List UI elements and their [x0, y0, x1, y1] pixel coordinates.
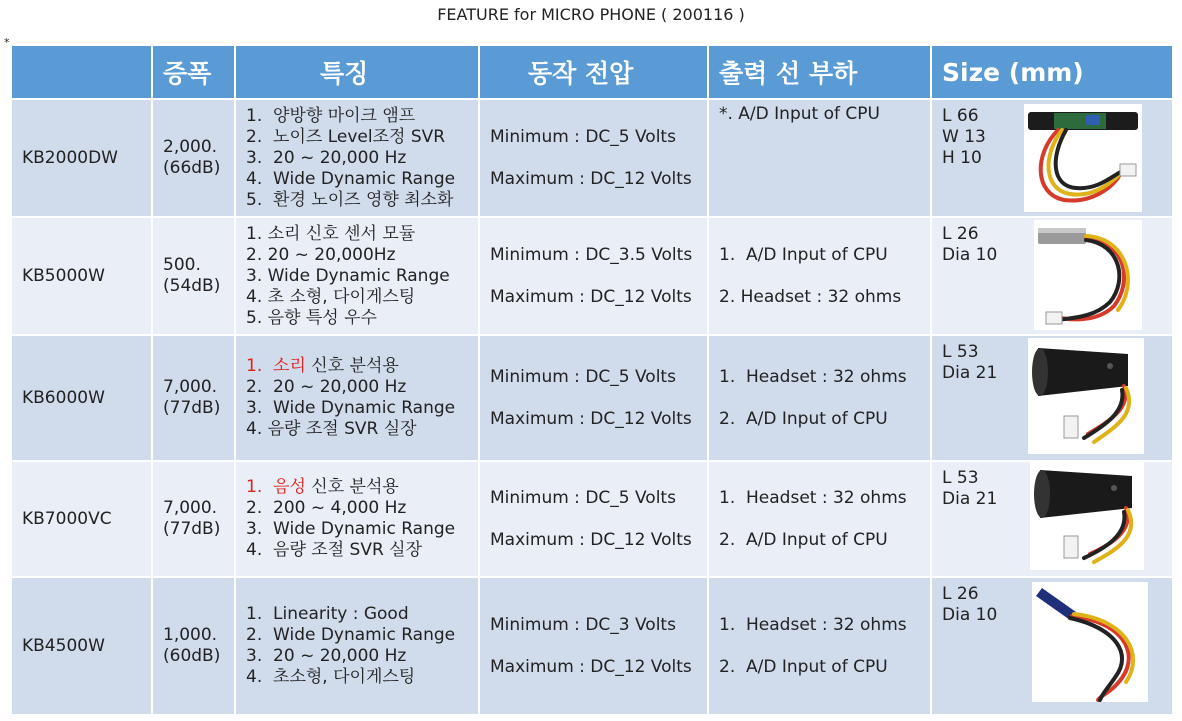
size-dimensions — [942, 342, 997, 384]
gain-line: 7,000. — [163, 377, 218, 397]
size-cell — [931, 461, 1173, 577]
asterisk-note: * — [4, 36, 10, 49]
gain-line: (77dB) — [163, 398, 221, 418]
output-line: 1. Headset : 32 ohms — [719, 366, 907, 387]
voltage-max: Maximum : DC_12 Volts — [490, 408, 692, 429]
features-cell — [235, 461, 479, 577]
voltage-max: Maximum : DC_12 Volts — [490, 168, 692, 189]
gain-line: 7,000. — [163, 498, 218, 518]
gain-line: (60dB) — [163, 646, 221, 666]
product-photo — [1030, 462, 1144, 570]
header-size: Size (mm) — [931, 45, 1173, 99]
header-voltage: 동작 전압 — [479, 45, 708, 99]
feature-text: 초소형, 다이게스팅 — [273, 667, 416, 687]
size-line: L 53 — [942, 468, 979, 488]
feature-number: 1. — [246, 105, 274, 126]
feature-item — [246, 377, 478, 398]
gain-cell — [152, 335, 235, 461]
feature-number: 1. — [246, 477, 274, 497]
voltage-cell — [479, 99, 708, 217]
feature-item — [246, 419, 478, 440]
feature-text: 신호 분석용 — [305, 356, 399, 376]
feature-item — [246, 498, 478, 519]
size-cell — [931, 577, 1173, 715]
header-output-load: 출력 선 부하 — [708, 45, 931, 99]
output-line: 2. A/D Input of CPU — [719, 529, 888, 550]
voltage-max: Maximum : DC_12 Volts — [490, 656, 692, 677]
feature-text: 20 ~ 20,000Hz — [267, 244, 396, 265]
size-line: W 13 — [942, 127, 986, 147]
feature-number: 3. — [246, 147, 274, 168]
output-load-cell — [708, 335, 931, 461]
feature-number: 5. — [246, 307, 268, 328]
feature-number: 2. — [246, 126, 274, 147]
size-line: H 10 — [942, 148, 982, 168]
feature-text: 200 ~ 4,000 Hz — [273, 498, 407, 518]
model-cell: KB7000VC — [11, 461, 152, 577]
voltage-min: Minimum : DC_5 Volts — [490, 126, 676, 147]
feature-list — [246, 604, 478, 688]
size-dimensions — [942, 584, 997, 626]
feature-text: 신호 분석용 — [305, 477, 399, 497]
size-dimensions — [942, 106, 986, 169]
product-photo — [1024, 104, 1142, 212]
output-line: 2. A/D Input of CPU — [719, 408, 888, 429]
header-row — [11, 45, 1173, 99]
feature-item — [246, 106, 478, 127]
model-cell: KB6000W — [11, 335, 152, 461]
feature-item — [246, 287, 478, 308]
features-cell — [235, 577, 479, 715]
feature-text: Wide Dynamic Range — [273, 519, 456, 539]
voltage-max: Maximum : DC_12 Volts — [490, 286, 692, 307]
feature-text: 20 ~ 20,000 Hz — [273, 377, 407, 397]
feature-item — [246, 540, 478, 561]
feature-text: 환경 노이즈 영향 최소화 — [273, 189, 454, 210]
table-row — [11, 217, 1173, 335]
voltage-cell — [479, 461, 708, 577]
feature-text: Wide Dynamic Range — [267, 265, 450, 286]
output-load-cell — [708, 217, 931, 335]
gain-line: 2,000. — [163, 137, 218, 157]
feature-number: 1. — [246, 604, 274, 624]
feature-text: 초 소형, 다이게스팅 — [267, 286, 416, 307]
model-cell: KB2000DW — [11, 99, 152, 217]
feature-number: 4. — [246, 168, 274, 189]
size-line: Dia 10 — [942, 245, 998, 265]
feature-text: 음향 특성 우수 — [267, 307, 377, 328]
feature-number: 2. — [246, 625, 274, 645]
feature-list — [246, 224, 478, 329]
feature-item — [246, 477, 478, 498]
feature-item — [246, 127, 478, 148]
feature-item — [246, 646, 478, 667]
product-photo — [1032, 582, 1148, 702]
gain-cell — [152, 461, 235, 577]
feature-item — [246, 604, 478, 625]
feature-item — [246, 667, 478, 688]
voltage-cell — [479, 577, 708, 715]
size-dimensions — [942, 224, 997, 266]
size-cell — [931, 335, 1173, 461]
feature-text: 20 ~ 20,000 Hz — [273, 646, 407, 666]
feature-number: 3. — [246, 265, 268, 286]
output-line: 1. Headset : 32 ohms — [719, 614, 907, 635]
product-photo — [1034, 220, 1142, 330]
size-line: Dia 21 — [942, 489, 998, 509]
gain-line: (66dB) — [163, 158, 221, 178]
feature-text: 20 ~ 20,000 Hz — [273, 147, 407, 168]
feature-number: 5. — [246, 189, 274, 210]
feature-item — [246, 148, 478, 169]
header-features: 특징 — [235, 45, 479, 99]
table-row — [11, 335, 1173, 461]
gain-cell — [152, 99, 235, 217]
page-title: FEATURE for MICRO PHONE ( 200116 ) — [437, 5, 745, 24]
output-line: 2. A/D Input of CPU — [719, 656, 888, 677]
output-load-cell — [708, 99, 931, 217]
size-line: L 26 — [942, 584, 979, 604]
feature-text: Linearity : Good — [273, 604, 409, 624]
feature-number: 4. — [246, 540, 274, 560]
feature-item — [246, 519, 478, 540]
size-line: L 26 — [942, 224, 979, 244]
size-cell — [931, 99, 1173, 217]
feature-number: 3. — [246, 398, 274, 418]
feature-number: 3. — [246, 646, 274, 666]
feature-item — [246, 169, 478, 190]
feature-list — [246, 106, 478, 211]
feature-text: 소리 신호 센서 모듈 — [267, 223, 416, 244]
feature-number: 4. — [246, 667, 274, 687]
gain-line: 1,000. — [163, 625, 218, 645]
features-cell — [235, 335, 479, 461]
output-load-cell — [708, 577, 931, 715]
feature-number: 3. — [246, 519, 274, 539]
feature-list — [246, 477, 478, 561]
feature-number: 2. — [246, 244, 268, 265]
size-cell — [931, 217, 1173, 335]
gain-line: (54dB) — [163, 276, 221, 296]
feature-number: 2. — [246, 377, 274, 397]
feature-text: 음량 조절 SVR 실장 — [273, 540, 423, 560]
gain-cell — [152, 577, 235, 715]
gain-line: 500. — [163, 255, 201, 275]
feature-item — [246, 190, 478, 211]
feature-table — [10, 44, 1174, 716]
feature-item — [246, 356, 478, 377]
feature-item — [246, 266, 478, 287]
output-line: 2. Headset : 32 ohms — [719, 286, 902, 307]
voltage-max: Maximum : DC_12 Volts — [490, 529, 692, 550]
table-row — [11, 461, 1173, 577]
features-cell — [235, 99, 479, 217]
size-line: L 66 — [942, 106, 979, 126]
feature-item — [246, 245, 478, 266]
features-cell — [235, 217, 479, 335]
feature-item — [246, 308, 478, 329]
gain-cell — [152, 217, 235, 335]
voltage-cell — [479, 217, 708, 335]
feature-list — [246, 356, 478, 440]
product-photo — [1028, 338, 1144, 454]
feature-number: 4. — [246, 419, 268, 439]
size-dimensions — [942, 468, 997, 510]
feature-number: 1. — [246, 356, 274, 376]
feature-item — [246, 398, 478, 419]
feature-text: Wide Dynamic Range — [273, 625, 456, 645]
feature-text: 양방향 마이크 앰프 — [273, 105, 416, 126]
gain-line: (77dB) — [163, 519, 221, 539]
feature-highlight: 소리 — [273, 356, 306, 376]
header-gain: 증폭 — [152, 45, 235, 99]
voltage-min: Minimum : DC_5 Volts — [490, 487, 676, 508]
header-model — [11, 45, 152, 99]
feature-item — [246, 224, 478, 245]
output-line: *. A/D Input of CPU — [719, 104, 880, 124]
feature-number: 2. — [246, 498, 274, 518]
voltage-min: Minimum : DC_3 Volts — [490, 614, 676, 635]
feature-number: 1. — [246, 223, 268, 244]
table-row — [11, 577, 1173, 715]
feature-number: 4. — [246, 286, 268, 307]
model-cell: KB4500W — [11, 577, 152, 715]
feature-item — [246, 625, 478, 646]
table-row — [11, 99, 1173, 217]
voltage-min: Minimum : DC_5 Volts — [490, 366, 676, 387]
feature-text: 노이즈 Level조정 SVR — [273, 126, 446, 147]
size-line: Dia 21 — [942, 363, 998, 383]
voltage-min: Minimum : DC_3.5 Volts — [490, 244, 693, 265]
output-line: 1. Headset : 32 ohms — [719, 487, 907, 508]
voltage-cell — [479, 335, 708, 461]
model-cell: KB5000W — [11, 217, 152, 335]
feature-text: Wide Dynamic Range — [273, 168, 456, 189]
output-line: 1. A/D Input of CPU — [719, 244, 888, 265]
feature-text: Wide Dynamic Range — [273, 398, 456, 418]
feature-text: 음량 조절 SVR 실장 — [267, 419, 417, 439]
size-line: Dia 10 — [942, 605, 998, 625]
feature-highlight: 음성 — [273, 477, 306, 497]
output-load-cell — [708, 461, 931, 577]
size-line: L 53 — [942, 342, 979, 362]
